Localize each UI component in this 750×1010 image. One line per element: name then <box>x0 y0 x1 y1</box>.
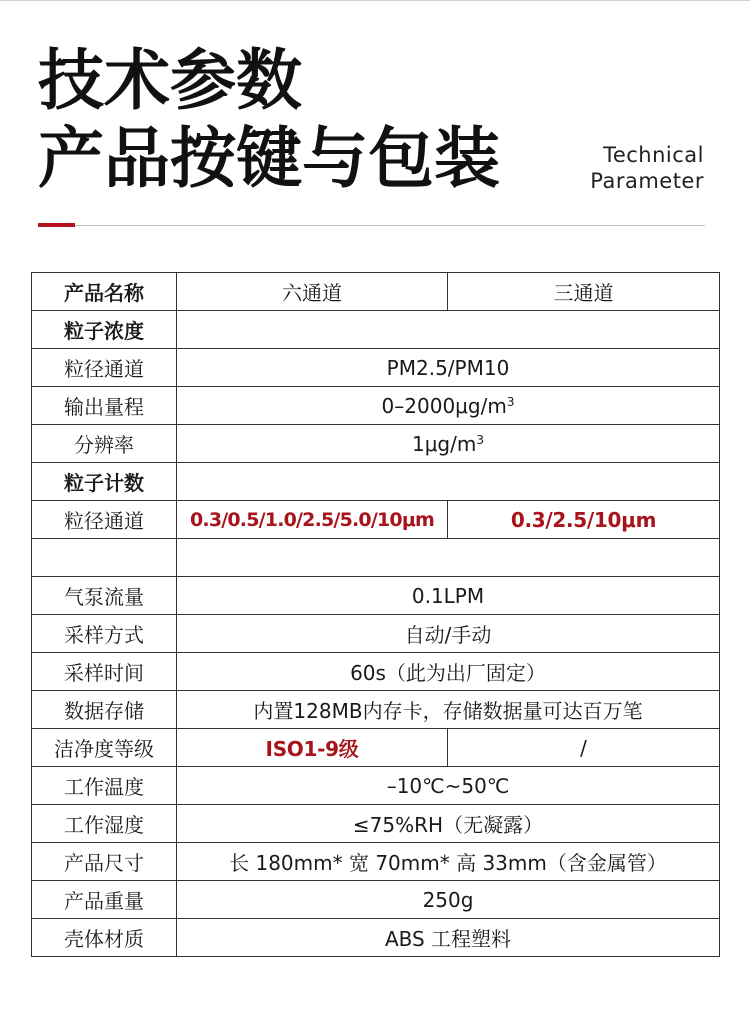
row-label: 工作温度 <box>32 767 177 805</box>
value-text: 1μg/m <box>411 431 477 456</box>
row-value <box>177 387 720 425</box>
table-row <box>32 653 720 691</box>
superscript: 3 <box>476 432 484 447</box>
row-label: 粒径通道 <box>32 501 177 539</box>
row-value: 250g <box>177 881 720 919</box>
table-row-header <box>32 273 720 311</box>
row-value: ABS 工程塑料 <box>177 919 720 957</box>
section-empty-cell <box>177 463 720 501</box>
blank-row <box>32 539 720 577</box>
row-label: 产品尺寸 <box>32 843 177 881</box>
six-channel-value: ISO1-9级 <box>177 729 448 767</box>
table-row <box>32 615 720 653</box>
row-label: 气泵流量 <box>32 577 177 615</box>
row-value <box>177 425 720 463</box>
three-channel-value: 0.3/2.5/10μm <box>448 501 720 539</box>
table-row <box>32 919 720 957</box>
row-value: 自动/手动 <box>177 615 720 653</box>
page-subtitle <box>590 142 704 194</box>
table-row <box>32 729 720 767</box>
table-row <box>32 577 720 615</box>
value-text: 0–2000μg/m <box>381 393 507 418</box>
page-title: 技术参数 <box>38 42 302 119</box>
row-value: 0.1LPM <box>177 577 720 615</box>
row-label: 洁净度等级 <box>32 729 177 767</box>
row-label: 产品名称 <box>32 273 177 311</box>
row-label <box>32 539 177 577</box>
row-value: ≤75%RH（无凝露） <box>177 805 720 843</box>
row-label: 产品重量 <box>32 881 177 919</box>
table-row <box>32 767 720 805</box>
section-row-count <box>32 463 720 501</box>
row-value: 60s（此为出厂固定） <box>177 653 720 691</box>
header-divider-accent <box>38 223 75 227</box>
table-row <box>32 387 720 425</box>
column-header-six-channel: 六通道 <box>177 273 448 311</box>
section-row-concentration <box>32 311 720 349</box>
row-label: 工作湿度 <box>32 805 177 843</box>
header-divider <box>38 225 705 226</box>
row-label: 数据存储 <box>32 691 177 729</box>
subtitle-line2: Parameter <box>590 169 704 193</box>
table-row <box>32 843 720 881</box>
table-row <box>32 349 720 387</box>
table-row <box>32 881 720 919</box>
row-value: –10℃~50℃ <box>177 767 720 805</box>
page-title-line2: 产品按键与包装 <box>38 120 500 197</box>
row-label: 粒径通道 <box>32 349 177 387</box>
top-border <box>0 0 750 1</box>
row-value: 长 180mm* 宽 70mm* 高 33mm（含金属管） <box>177 843 720 881</box>
six-channel-value: 0.3/0.5/1.0/2.5/5.0/10μm <box>177 501 448 539</box>
table-row <box>32 425 720 463</box>
section-label: 粒子计数 <box>32 463 177 501</box>
row-value <box>177 539 720 577</box>
section-empty-cell <box>177 311 720 349</box>
row-label: 采样方式 <box>32 615 177 653</box>
row-value: PM2.5/PM10 <box>177 349 720 387</box>
superscript: 3 <box>506 394 515 409</box>
table-row <box>32 501 720 539</box>
spec-table <box>31 272 720 957</box>
table-row <box>32 691 720 729</box>
section-label: 粒子浓度 <box>32 311 177 349</box>
row-label: 壳体材质 <box>32 919 177 957</box>
column-header-three-channel: 三通道 <box>448 273 720 311</box>
subtitle-line1: Technical <box>603 143 704 167</box>
row-value: 内置128MB内存卡，存储数据量可达百万笔 <box>177 691 720 729</box>
three-channel-value: / <box>448 729 720 767</box>
row-label: 分辨率 <box>32 425 177 463</box>
row-label: 输出量程 <box>32 387 177 425</box>
row-label: 采样时间 <box>32 653 177 691</box>
table-row <box>32 805 720 843</box>
